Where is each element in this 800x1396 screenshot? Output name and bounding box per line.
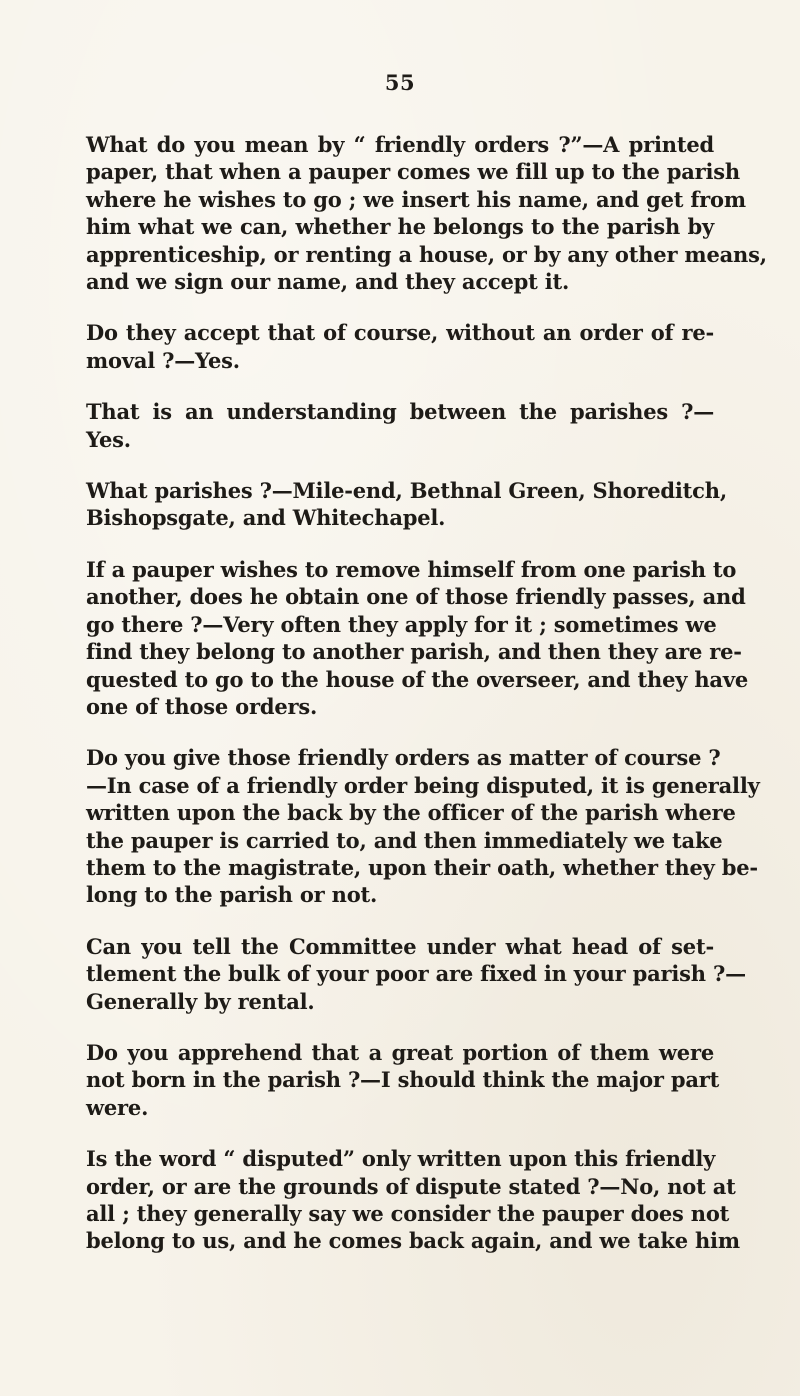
text-line: written upon the back by the officer of the parish where [86, 800, 736, 826]
text-line: and we sign our name, and they accept it. [86, 269, 570, 295]
paragraph [86, 477, 727, 532]
text-line: Bishopsgate, and Whitechapel. [86, 505, 446, 531]
text-line: moval ?—Yes. [86, 347, 240, 373]
text-line: apprenticeship, or renting a house, or by any other means, [86, 241, 767, 267]
text-line: another, does he obtain one of those friendly passes, and [86, 584, 746, 610]
text-line: Do they accept that of course, without an order of re- [86, 320, 714, 346]
paragraph [86, 131, 767, 295]
text-line: Do you give those friendly orders as matter of course ? [86, 745, 721, 771]
text-line: What parishes ?—Mile-end, Bethnal Green, Shoreditch, [86, 478, 727, 504]
text-line: find they belong to another parish, and then they are re- [86, 639, 742, 665]
text-line: That is an understanding between the parishes ?— [86, 399, 714, 425]
text-line: What do you mean by “ friendly orders ?”—A printed [86, 132, 714, 157]
text-line: tlement the bulk of your poor are fixed in your parish ?— [86, 961, 746, 987]
paragraph [86, 556, 748, 720]
text-line: all ; they generally say we consider the pauper does not [86, 1201, 730, 1226]
text-line: where he wishes to go ; we insert his name, and get from [86, 186, 746, 212]
paragraph [86, 398, 714, 453]
paragraph [86, 1039, 720, 1121]
text-line: order, or are the grounds of dispute stated ?—No, not at [86, 1173, 736, 1199]
text-line: belong to us, and he comes back again, and we take him [86, 1228, 740, 1254]
text-line: one of those orders. [86, 693, 318, 719]
text-line: If a pauper wishes to remove himself from one parish to [86, 556, 737, 582]
text-line: Yes. [86, 426, 131, 452]
text-line: paper, that when a pauper comes we fill up to the parish [86, 159, 740, 185]
text-body [86, 131, 767, 1255]
text-line: them to the magistrate, upon their oath, whether they be- [86, 854, 758, 880]
text-line: not born in the parish ?—I should think the major part [86, 1067, 720, 1093]
paragraph [86, 1145, 740, 1255]
paragraph [86, 744, 760, 908]
text-line: were. [86, 1094, 149, 1120]
text-line: Do you apprehend that a great portion of them were [86, 1039, 714, 1065]
text-line: Can you tell the Committee under what head of set- [86, 933, 714, 959]
text-line: go there ?—Very often they apply for it ; sometimes we [86, 611, 717, 637]
text-line: quested to go to the house of the overseer, and they have [86, 666, 748, 692]
text-line: Is the word “ disputed” only written upon this friendly [86, 1146, 716, 1172]
page-number: 55 [384, 70, 416, 95]
text-line: the pauper is carried to, and then immediately we take [86, 827, 723, 853]
text-line: long to the parish or not. [86, 882, 378, 908]
paragraph [86, 933, 746, 1015]
text-line: —In case of a friendly order being disputed, it is generally [86, 772, 760, 798]
text-line: him what we can, whether he belongs to the parish by [86, 214, 714, 240]
paragraph [86, 319, 714, 374]
text-line: Generally by rental. [86, 988, 315, 1014]
